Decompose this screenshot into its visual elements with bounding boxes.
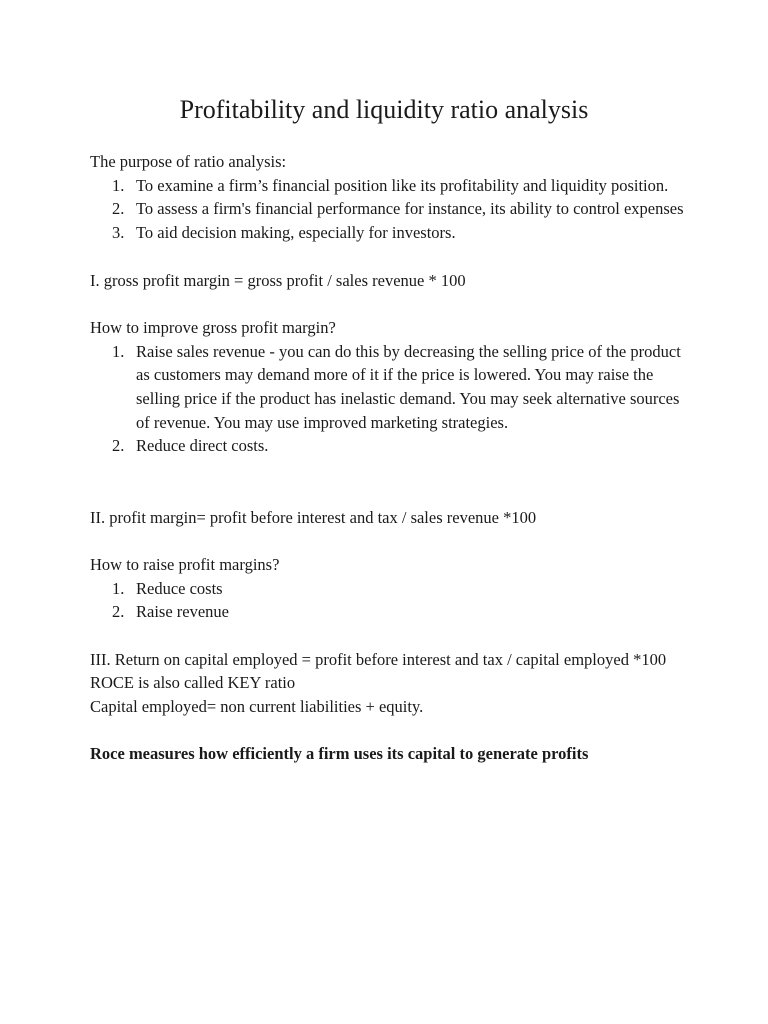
gross-margin-question: How to improve gross profit margin? [90, 317, 336, 337]
list-item-text: Raise revenue [136, 602, 229, 622]
spacer [90, 529, 690, 553]
list-number: 3. [112, 223, 125, 243]
capital-employed-definition: Capital employed= non current liabilities + equity. [90, 697, 424, 717]
profit-margin-question: How to raise profit margins? [90, 554, 280, 574]
list-item-text: Raise sales revenue - you can do this by decreasing the selling price of the product as customers may demand more of it if the price is lowered. You may raise the selling price if the product has inelastic demand. You may seek alternative sources of revenue. You may use improved marketing strategies. [136, 341, 681, 432]
gross-margin-list [90, 340, 690, 459]
profit-margin-formula: II. profit margin= profit before interest and tax / sales revenue *100 [90, 507, 537, 527]
roce-alias: ROCE is also called KEY ratio [90, 673, 296, 693]
spacer [90, 719, 690, 743]
list-number: 1. [112, 341, 125, 361]
list-number: 2. [112, 199, 125, 219]
list-item-text: Reduce direct costs. [136, 436, 269, 456]
document-body [90, 150, 690, 766]
list-item-text: To aid decision making, especially for investors. [136, 223, 456, 243]
list-number: 1. [112, 175, 125, 195]
gross-margin-formula: I. gross profit margin = gross profit / sales revenue * 100 [90, 270, 466, 290]
spacer [90, 292, 690, 316]
list-number: 2. [112, 436, 125, 456]
page-title: Profitability and liquidity ratio analysis [179, 95, 589, 124]
purpose-heading: The purpose of ratio analysis: [90, 152, 287, 171]
list-item-text: To assess a firm's financial performance for instance, its ability to control expenses [136, 199, 684, 219]
list-item [90, 197, 690, 221]
list-number: 2. [112, 602, 125, 622]
list-item [90, 600, 690, 624]
spacer [90, 245, 690, 269]
list-item-text: To examine a firm’s financial position like its profitability and liquidity position. [136, 175, 669, 195]
spacer [90, 624, 690, 648]
profit-margin-list [90, 577, 690, 624]
spacer [90, 458, 690, 505]
list-item [90, 221, 690, 245]
purpose-list [90, 174, 690, 245]
list-number: 1. [112, 578, 125, 598]
list-item-text: Reduce costs [136, 578, 223, 598]
list-item [90, 577, 690, 601]
roce-formula: III. Return on capital employed = profit before interest and tax / capital employed *100 [90, 649, 667, 669]
list-item [90, 340, 690, 435]
list-item [90, 174, 690, 198]
list-item [90, 434, 690, 458]
roce-bold-note: Roce measures how efficiently a firm uses its capital to generate profits [90, 744, 589, 764]
